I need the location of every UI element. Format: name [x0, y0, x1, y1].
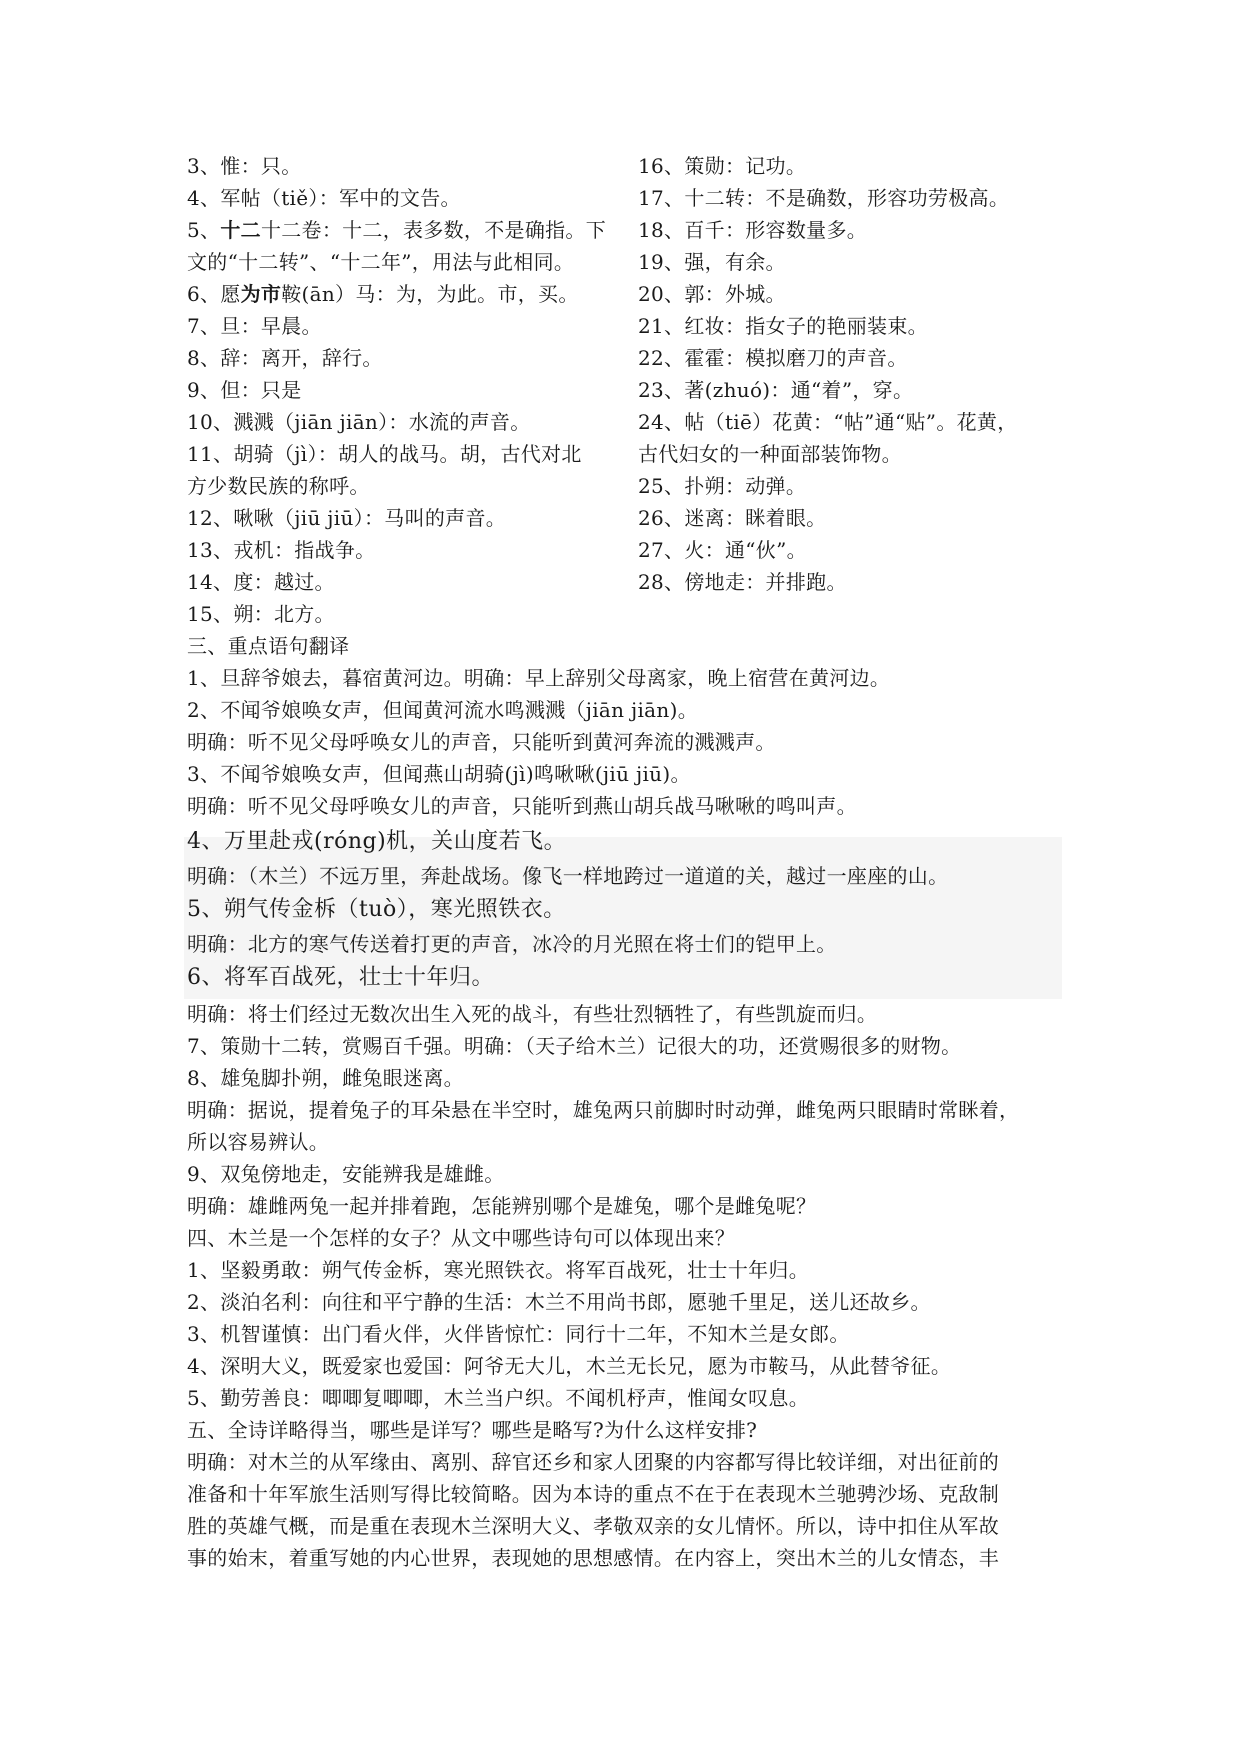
note-5-cont: 文的“十二转”、“十二年”，用法与此相同。 [187, 250, 575, 274]
note-19: 19、强，有余。 [638, 250, 786, 274]
section-heading-3: 三、重点语句翻译 [187, 634, 350, 658]
answer-paragraph-line-1: 明确：对木兰的从军缘由、离别、辞官还乡和家人团聚的内容都写得比较详细，对出征前的 [187, 1450, 999, 1474]
answer-paragraph-line-4: 事的始末，着重写她的内心世界，表现她的思想感情。在内容上，突出木兰的儿女情态，丰 [187, 1546, 999, 1570]
section-heading-5: 五、全诗详略得当，哪些是详写？哪些是略写?为什么这样安排? [187, 1418, 758, 1442]
translation-7: 7、策勋十二转，赏赐百千强。明确：（天子给木兰）记很大的功，还赏赐很多的财物。 [187, 1034, 962, 1058]
translation-3-answer: 明确：听不见父母呼唤女儿的声音，只能听到燕山胡兵战马啾啾的鸣叫声。 [187, 794, 857, 818]
translation-8-answer: 明确：据说，提着兔子的耳朵悬在半空时，雄兔两只前脚时时动弹，雌兔两只眼睛时常眯着， [187, 1098, 1020, 1122]
translation-5-answer: 明确：北方的寒气传送着打更的声音，冰冷的月光照在将士们的铠甲上。 [187, 932, 837, 956]
trait-5: 5、勤劳善良：唧唧复唧唧，木兰当户织。不闻机杼声，惟闻女叹息。 [187, 1386, 810, 1410]
translation-4: 4、万里赴戎(róng)机，关山度若飞。 [187, 829, 567, 854]
translation-4-answer: 明确：（木兰）不远万里，奔赴战场。像飞一样地跨过一道道的关，越过一座座的山。 [187, 864, 949, 888]
note-6 [187, 278, 579, 310]
note-5-keyword: 十二 [220, 218, 261, 242]
translation-8: 8、雄兔脚扑朔，雌兔眼迷离。 [187, 1066, 464, 1090]
note-18: 18、百千：形容数量多。 [638, 218, 868, 242]
translation-8-answer-cont: 所以容易辨认。 [187, 1130, 330, 1154]
note-22: 22、霍霍：模拟磨刀的声音。 [638, 346, 908, 370]
note-3: 3、惟：只。 [187, 154, 302, 178]
note-21: 21、红妆：指女子的艳丽装束。 [638, 314, 928, 338]
note-25: 25、扑朔：动弹。 [638, 474, 807, 498]
trait-2: 2、淡泊名利：向往和平宁静的生活：木兰不用尚书郎，愿驰千里足，送儿还故乡。 [187, 1290, 931, 1314]
note-14: 14、度：越过。 [187, 570, 335, 594]
note-5-number: 5、 [187, 218, 221, 242]
note-9: 9、但：只是 [187, 378, 302, 402]
note-11: 11、胡骑（jì）：胡人的战马。胡，古代对北 [187, 442, 582, 466]
section-heading-4: 四、木兰是一个怎样的女子？从文中哪些诗句可以体现出来？ [187, 1226, 736, 1250]
answer-paragraph-line-3: 胜的英雄气概，而是重在表现木兰深明大义、孝敬双亲的女儿情怀。所以，诗中扣住从军故 [187, 1514, 999, 1538]
note-27: 27、火：通“伙”。 [638, 538, 807, 562]
note-20: 20、郭：外城。 [638, 282, 786, 306]
note-5-text: 十二卷：十二，表多数，不是确指。下 [260, 218, 607, 242]
translation-6: 6、将军百战死，壮士十年归。 [187, 965, 494, 990]
note-17: 17、十二转：不是确数，形容功劳极高。 [638, 186, 1010, 210]
translation-6-answer: 明确：将士们经过无数次出生入死的战斗，有些壮烈牺牲了，有些凯旋而归。 [187, 1002, 878, 1026]
note-28: 28、傍地走：并排跑。 [638, 570, 847, 594]
trait-4: 4、深明大义，既爱家也爱国：阿爷无大儿，木兰无长兄，愿为市鞍马，从此替爷征。 [187, 1354, 952, 1378]
translation-9: 9、双兔傍地走，安能辨我是雄雌。 [187, 1162, 505, 1186]
translation-2: 2、不闻爷娘唤女声，但闻黄河流水鸣溅溅（jiān jiān)。 [187, 698, 698, 722]
note-23: 23、著(zhuó)：通“着”，穿。 [638, 378, 914, 402]
note-8: 8、辞：离开，辞行。 [187, 346, 383, 370]
note-6-number: 6、愿 [187, 282, 241, 306]
note-26: 26、迷离：眯着眼。 [638, 506, 827, 530]
note-12: 12、啾啾（jiū jiū）：马叫的声音。 [187, 506, 507, 530]
note-24: 24、帖（tiē）花黄：“帖”通“贴”。花黄， [638, 410, 1018, 434]
trait-3: 3、机智谨慎：出门看火伴，火伴皆惊忙：同行十二年，不知木兰是女郎。 [187, 1322, 850, 1346]
note-7: 7、旦：早晨。 [187, 314, 322, 338]
translation-2-answer: 明确：听不见父母呼唤女儿的声音，只能听到黄河奔流的溅溅声。 [187, 730, 776, 754]
note-15: 15、朔：北方。 [187, 602, 335, 626]
trait-1: 1、坚毅勇敢：朔气传金柝，寒光照铁衣。将军百战死，壮士十年归。 [187, 1258, 810, 1282]
translation-3: 3、不闻爷娘唤女声，但闻燕山胡骑(jì)鸣啾啾(jiū jiū)。 [187, 762, 691, 786]
note-16: 16、策勋：记功。 [638, 154, 807, 178]
translation-1: 1、旦辞爷娘去，暮宿黄河边。明确：早上辞别父母离家，晚上宿营在黄河边。 [187, 666, 891, 690]
note-10: 10、溅溅（jiān jiān）：水流的声音。 [187, 410, 531, 434]
note-5 [187, 214, 606, 246]
translation-5: 5、朔气传金柝（tuò），寒光照铁衣。 [187, 897, 566, 922]
note-11-cont: 方少数民族的称呼。 [187, 474, 370, 498]
note-13: 13、戎机：指战争。 [187, 538, 376, 562]
note-24-cont: 古代妇女的一种面部装饰物。 [638, 442, 902, 466]
answer-paragraph-line-2: 准备和十年军旅生活则写得比较简略。因为本诗的重点不在于在表现木兰驰骋沙场、克敌制 [187, 1482, 999, 1506]
note-4: 4、军帖（tiě）：军中的文告。 [187, 186, 461, 210]
note-6-keyword: 为市 [240, 282, 282, 306]
translation-9-answer: 明确：雄雌两兔一起并排着跑，怎能辨别哪个是雄兔，哪个是雌兔呢？ [187, 1194, 817, 1218]
note-6-text: 鞍(ān）马：为，为此。市，买。 [281, 282, 579, 306]
